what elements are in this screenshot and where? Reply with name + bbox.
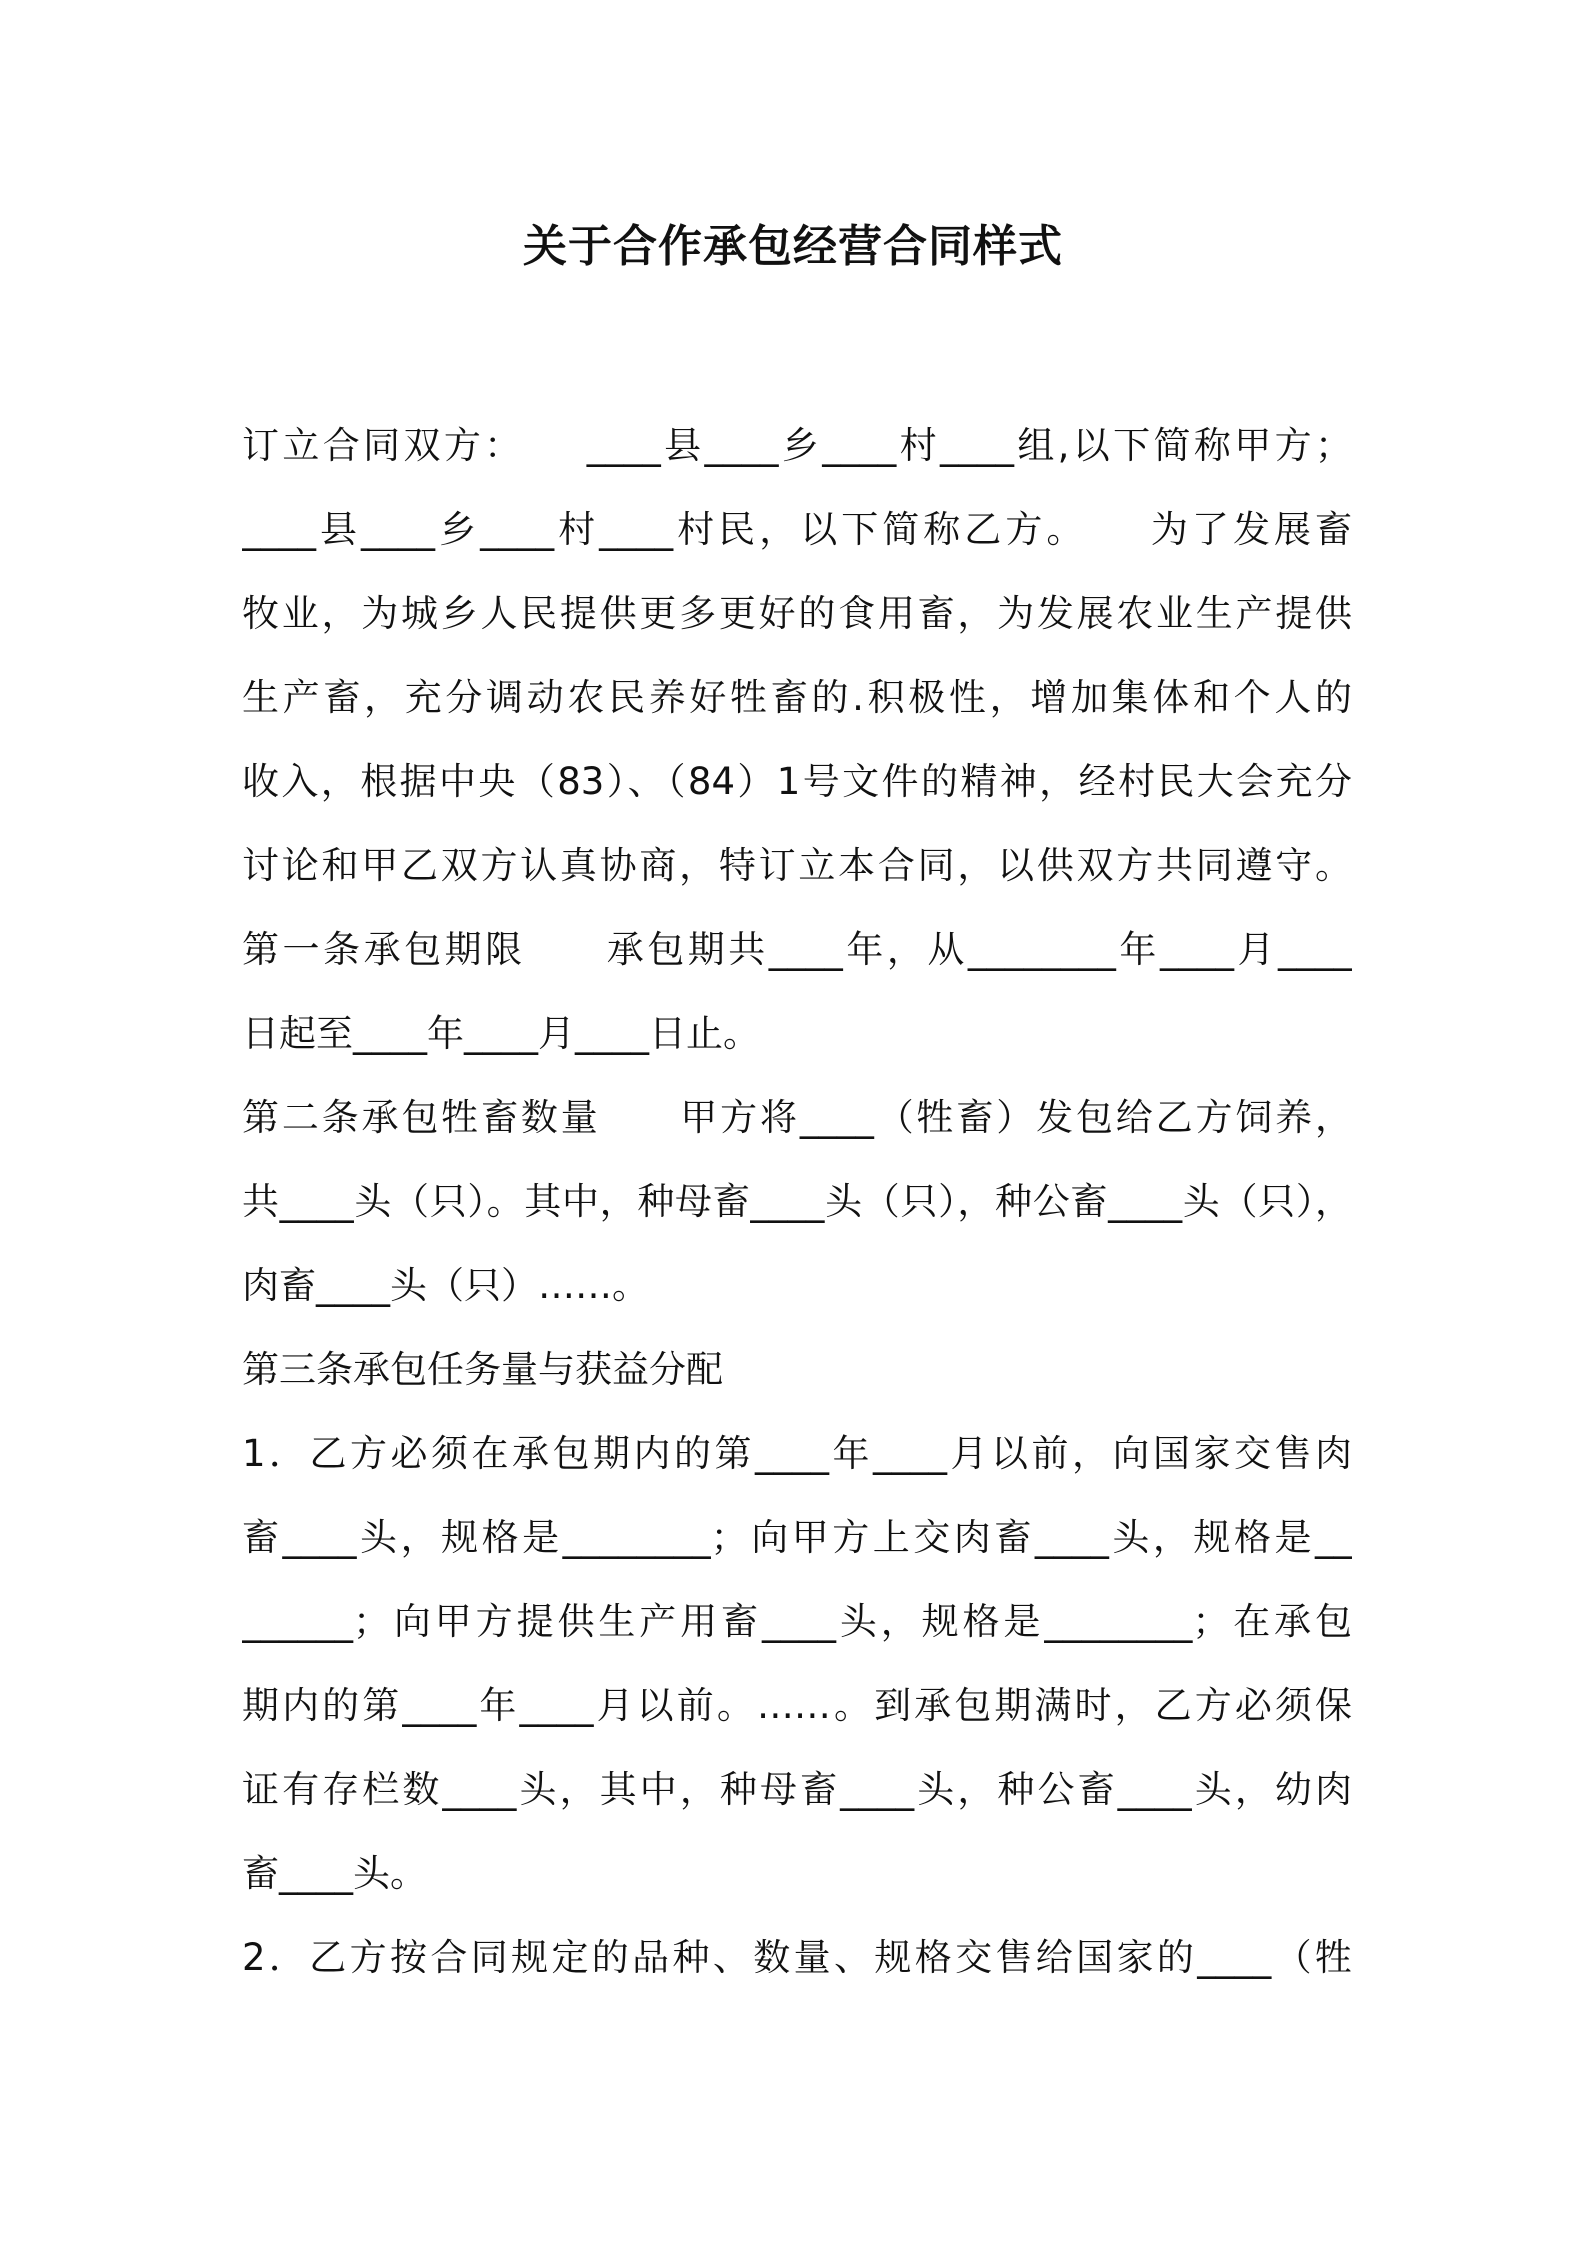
- text-line: 2．乙方按合同规定的品种、数量、规格交售给国家的____（牲: [242, 1936, 1352, 1979]
- contract-body: [242, 404, 1352, 2000]
- clause-1-heading-line: 第一条承包期限 承包期共____年，从________年____月____: [242, 928, 1352, 971]
- text-line: ______；向甲方提供生产用畜____头，规格是________；在承包: [242, 1600, 1352, 1643]
- text-line: 共____头（只）。其中，种母畜____头（只），种公畜____头（只），: [242, 1180, 1352, 1223]
- text-line: 订立合同双方： ____县____乡____村____组,以下简称甲方；: [242, 424, 1352, 467]
- text-line: ____县____乡____村____村民，以下简称乙方。 为了发展畜: [242, 508, 1352, 551]
- text-line: 生产畜，充分调动农民养好牲畜的.积极性，增加集体和个人的: [242, 676, 1352, 719]
- text-line: 肉畜____头（只）……。: [242, 1264, 649, 1307]
- text-line: 期内的第____年____月以前。……。到承包期满时，乙方必须保: [242, 1684, 1352, 1727]
- text-line: 证有存栏数____头，其中，种母畜____头，种公畜____头，幼肉: [242, 1768, 1352, 1811]
- text-line: 1．乙方必须在承包期内的第____年____月以前，向国家交售肉: [242, 1432, 1352, 1475]
- document-title: 关于合作承包经营合同样式: [523, 221, 1063, 272]
- text-line: 牧业，为城乡人民提供更多更好的食用畜，为发展农业生产提供: [242, 592, 1352, 635]
- text-line: 日起至____年____月____日止。: [242, 1012, 760, 1055]
- clause-2-heading-line: 第二条承包牲畜数量 甲方将____（牲畜）发包给乙方饲养，: [242, 1096, 1352, 1139]
- text-line: 讨论和甲乙双方认真协商，特订立本合同，以供双方共同遵守。: [242, 844, 1352, 887]
- text-line: 收入，根据中央（83）、（84）1号文件的精神，经村民大会充分: [242, 760, 1352, 803]
- clause-3-heading: 第三条承包任务量与获益分配: [242, 1348, 723, 1391]
- text-line: 畜____头。: [242, 1852, 427, 1895]
- text-line: 畜____头，规格是________；向甲方上交肉畜____头，规格是__: [242, 1516, 1352, 1559]
